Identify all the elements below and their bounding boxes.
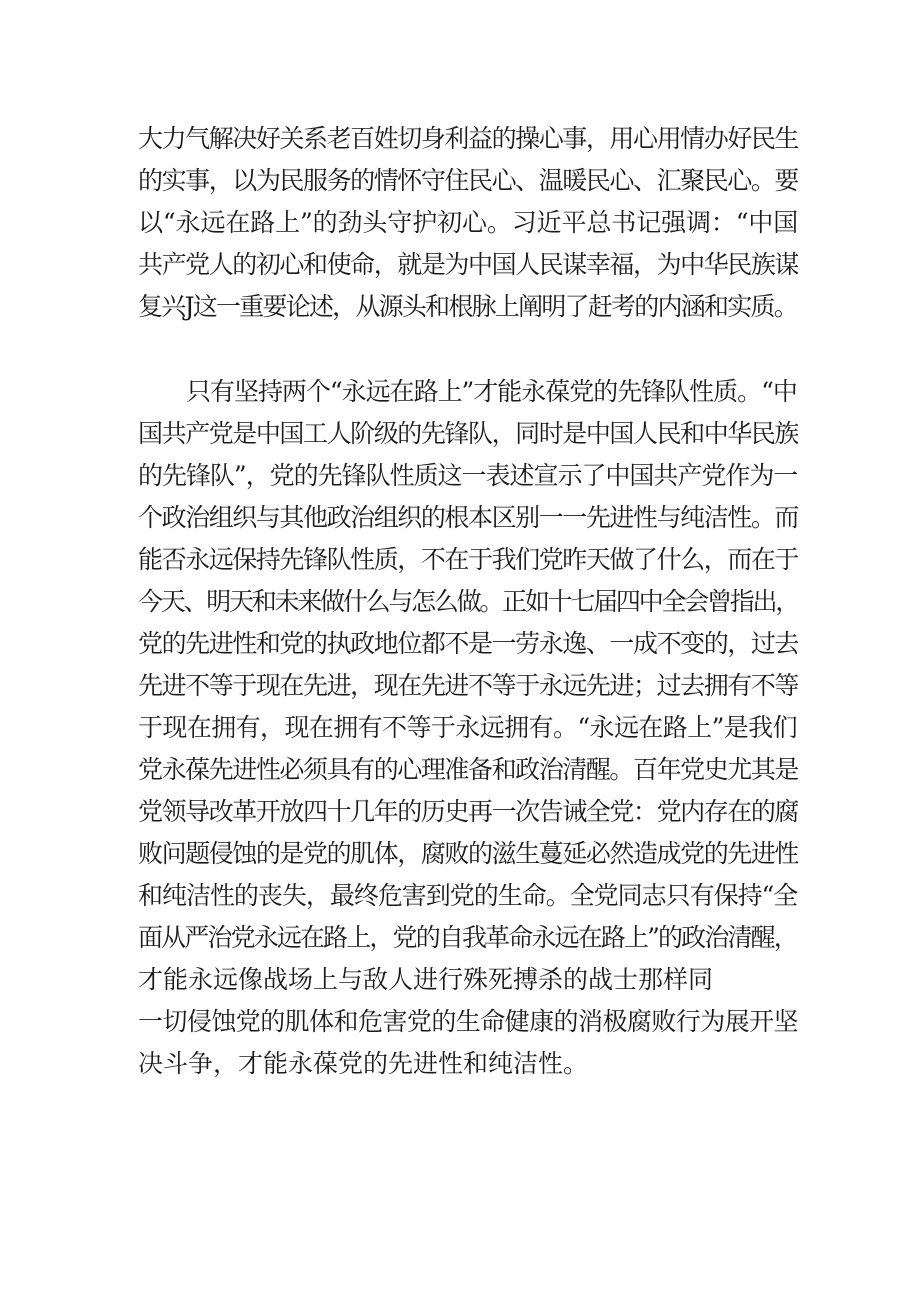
text-line-first-indented: 只有坚持两个“永远在路上”才能永葆党的先锋队性质。“中: [186, 377, 797, 406]
text-line: 的先锋队”，党的先锋队性质这一表述宣示了中国共产党作为一: [138, 461, 798, 490]
text-line: 才能永远像战场上与敌人进行殊死搏杀的战士那样同: [138, 965, 714, 994]
text-line: 党的先进性和党的执政地位都不是一劳永逸、一成不变的，过去: [138, 629, 798, 658]
text-line: 面从严治党永远在路上，党的自我革命永远在路上”的政治清醒，: [138, 923, 797, 952]
paragraph-2: [138, 371, 798, 1085]
text-line: 复兴J这一重要论述，从源头和根脉上阐明了赶考的内涵和实质。: [138, 292, 797, 321]
text-line: 一切侵蚀党的肌体和危害党的生命健康的消极腐败行为展开坚: [138, 1007, 798, 1036]
paragraph-1: [138, 118, 798, 328]
text-line: 共产党人的初心和使命，就是为中国人民谋幸福，为中华民族谋: [138, 250, 798, 279]
text-line: 决斗争，才能永葆党的先进性和纯洁性。: [138, 1049, 589, 1078]
text-line: 党永葆先进性必须具有的心理准备和政治清醒。百年党史尤其是: [138, 755, 798, 784]
text-line: 和纯洁性的丧失，最终危害到党的生命。全党同志只有保持“全: [138, 881, 798, 910]
text-line: 个政治组织与其他政治组织的根本区别一一先进性与纯洁性。而: [138, 503, 798, 532]
text-line: 大力气解决好关系老百姓切身利益的操心事，用心用情办好民生: [138, 124, 798, 153]
text-line: 的实事，以为民服务的情怀守住民心、温暖民心、汇聚民心。要: [138, 166, 798, 195]
text-line: 党领导改革开放四十几年的历史再一次告诫全党：党内存在的腐: [138, 797, 798, 826]
text-line: 败问题侵蚀的是党的肌体，腐败的滋生蔓延必然造成党的先进性: [138, 839, 798, 868]
text-line: 今天、明天和未来做什么与怎么做。正如十七届四中全会曾指出，: [138, 587, 798, 616]
text-line: 先进不等于现在先进，现在先进不等于永远先进；过去拥有不等: [138, 671, 798, 700]
text-line: 能否永远保持先锋队性质，不在于我们党昨天做了什么，而在于: [138, 545, 798, 574]
text-line: 以“永远在路上”的劲头守护初心。习近平总书记强调：“中国: [138, 208, 798, 237]
text-line: 于现在拥有，现在拥有不等于永远拥有。“永远在路上”是我们: [138, 713, 797, 742]
text-line: 国共产党是中国工人阶级的先锋队，同时是中国人民和中华民族: [138, 419, 798, 448]
